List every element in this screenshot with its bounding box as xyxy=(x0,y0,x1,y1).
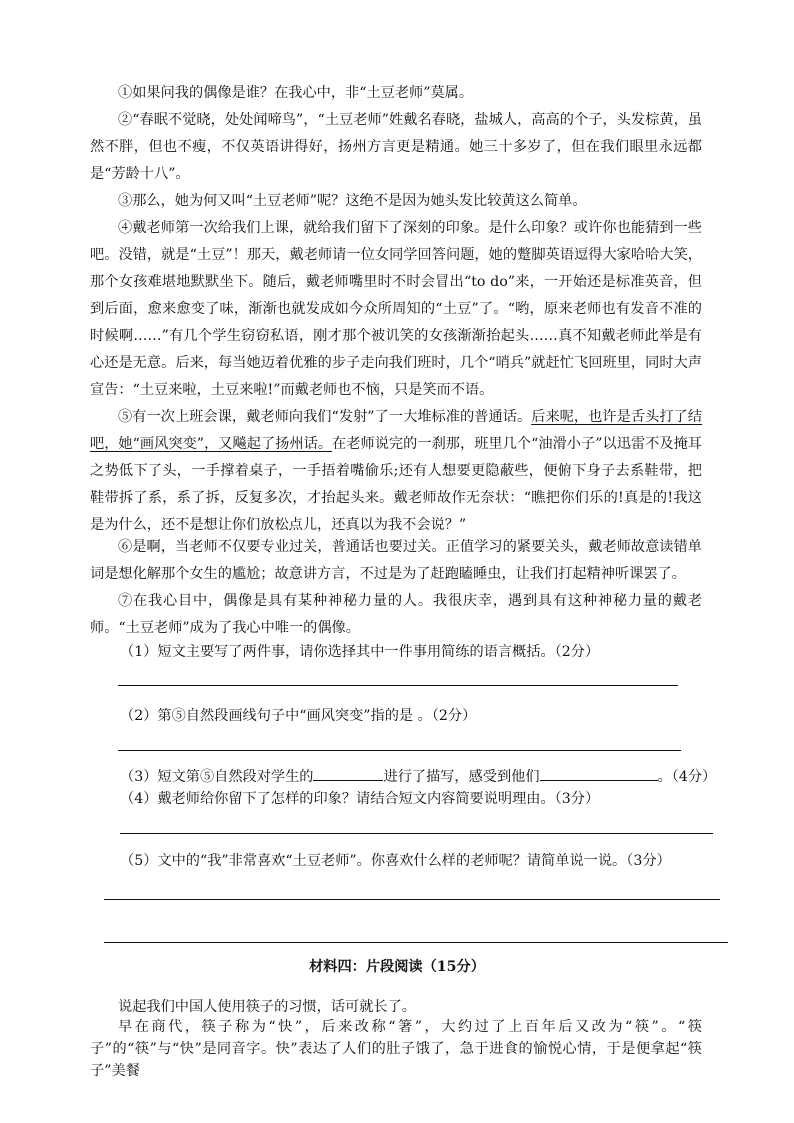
paragraph-1: ①如果问我的偶像是谁？在我心中，非“土豆老师”莫属。 xyxy=(118,85,474,101)
question-1: （1）短文主要写了两件事，请你选择其中一件事用简练的语言概括。（2分） xyxy=(120,644,600,660)
paragraph-7: ⑦在我心目中，偶像是具有某种神秘力量的人。我很庆幸，遇到具有这种神秘力量的戴老师。“土豆老师”成为了我心中唯一的偶像。 xyxy=(90,593,702,636)
question-5: （5）文中的“我”非常喜欢“土豆老师”。你喜欢什么样的老师呢？请简单说一说。（3分） xyxy=(120,853,671,869)
paragraph-5 xyxy=(90,404,702,539)
paragraph-4: ④戴老师第一次给我们上课，就给我们留下了深刻的印象。是什么印象？或许你也能猜到一些吧。没错，就是“土豆”！那天，戴老师请一位女同学回答问题，她的蹩脚英语逗得大家哈哈大笑，那个女孩难堪地默默坐下。随后，戴老师嘴里时不时会冒出“to do”来，一开始还是标准英音，但到后面，愈来愈变了味，渐渐也就发成如今众所周知的“土豆”了。“哟，原来老师也有发音不准的时候啊……”有几个学生窃窃私语，刚才那个被讥笑的女孩渐渐抬起头……真不知戴老师此举是有心还是无意。后来，每当她迈着优雅的步子走向我们班时，几个“哨兵”就赶忙飞回班里，同时大声宣告：“土豆来啦，土豆来啦!”而戴老师也不恼，只是笑而不语。 xyxy=(90,220,702,398)
question-3-part-c: 。（4分） xyxy=(657,769,717,785)
answer-line-4[interactable] xyxy=(120,833,713,834)
question-2: （2）第⑤自然段画线句子中“画风突变”指的是 。（2分） xyxy=(120,708,477,724)
question-4: （4）戴老师给你留下了怎样的印象？请结合短文内容简要说明理由。（3分） xyxy=(120,791,600,807)
question-3 xyxy=(120,766,716,788)
paragraph-5-part-b: 在老师说完的一刹那，班里几个“油滑小子”以迅雷不及掩耳之势低下了头，一手撑着桌子，一手捂着嘴偷乐;还有人想要更隐蔽些，便俯下身子去系鞋带，把鞋带拆了系，系了拆，反复多次，才抬起头来。戴老师故作无奈状：“瞧把你们乐的!真是的!我这是为什么，还不是想让你们放松点儿，还真以为我不会说？” xyxy=(90,436,702,533)
section-4-paragraph-1: 说起我们中国人使用筷子的习惯，话可就长了。 xyxy=(118,999,416,1015)
paragraph-3: ③那么，她为何又叫“土豆老师”呢？这绝不是因为她头发比较黄这么简单。 xyxy=(118,193,587,209)
section-4-paragraph-2: 早在商代，筷子称为“快”，后来改称“箸”，大约过了上百年后又改为“筷”。“筷子”的“筷”与“快”是同音字。快”表达了人们的肚子饿了，急于进食的愉悦心情，于是便拿起“筷子”美餐 xyxy=(90,1019,702,1079)
answer-blank-3a[interactable] xyxy=(313,766,383,781)
answer-line-5b[interactable] xyxy=(104,942,728,943)
answer-line-5a[interactable] xyxy=(104,899,720,900)
section-4-title: 材料四：片段阅读（15分） xyxy=(309,959,485,975)
question-3-part-a: （3）短文第⑤自然段对学生的 xyxy=(120,769,314,785)
question-3-part-b: 进行了描写，感受到他们 xyxy=(383,769,540,785)
paragraph-6: ⑥是啊，当老师不仅要专业过关，普通话也要过关。正值学习的紧要关头，戴老师故意读错单词是想化解那个女生的尴尬；故意讲方言，不过是为了赶跑瞌睡虫，让我们打起精神听课罢了。 xyxy=(90,539,702,582)
answer-line-2[interactable] xyxy=(118,750,681,751)
paragraph-2: ②“春眠不觉晓，处处闻啼鸟”，“土豆老师”姓戴名春晓，盐城人，高高的个子，头发棕黄，虽然不胖，但也不瘦，不仅英语讲得好，扬州方言更是精通。她三十多岁了，但在我们眼里永远都是“芳龄十八”。 xyxy=(90,112,702,182)
answer-blank-3b[interactable] xyxy=(540,766,658,781)
underlined-sentence: 后来呢，也许是舌头打了结吧，她“画风突变”，又飚起了扬州话。 xyxy=(90,409,702,452)
paragraph-5-part-a: ⑤有一次上班会课，戴老师向我们“发射”了一大堆标准的普通话。 xyxy=(118,409,532,425)
answer-line-1[interactable] xyxy=(118,685,678,686)
